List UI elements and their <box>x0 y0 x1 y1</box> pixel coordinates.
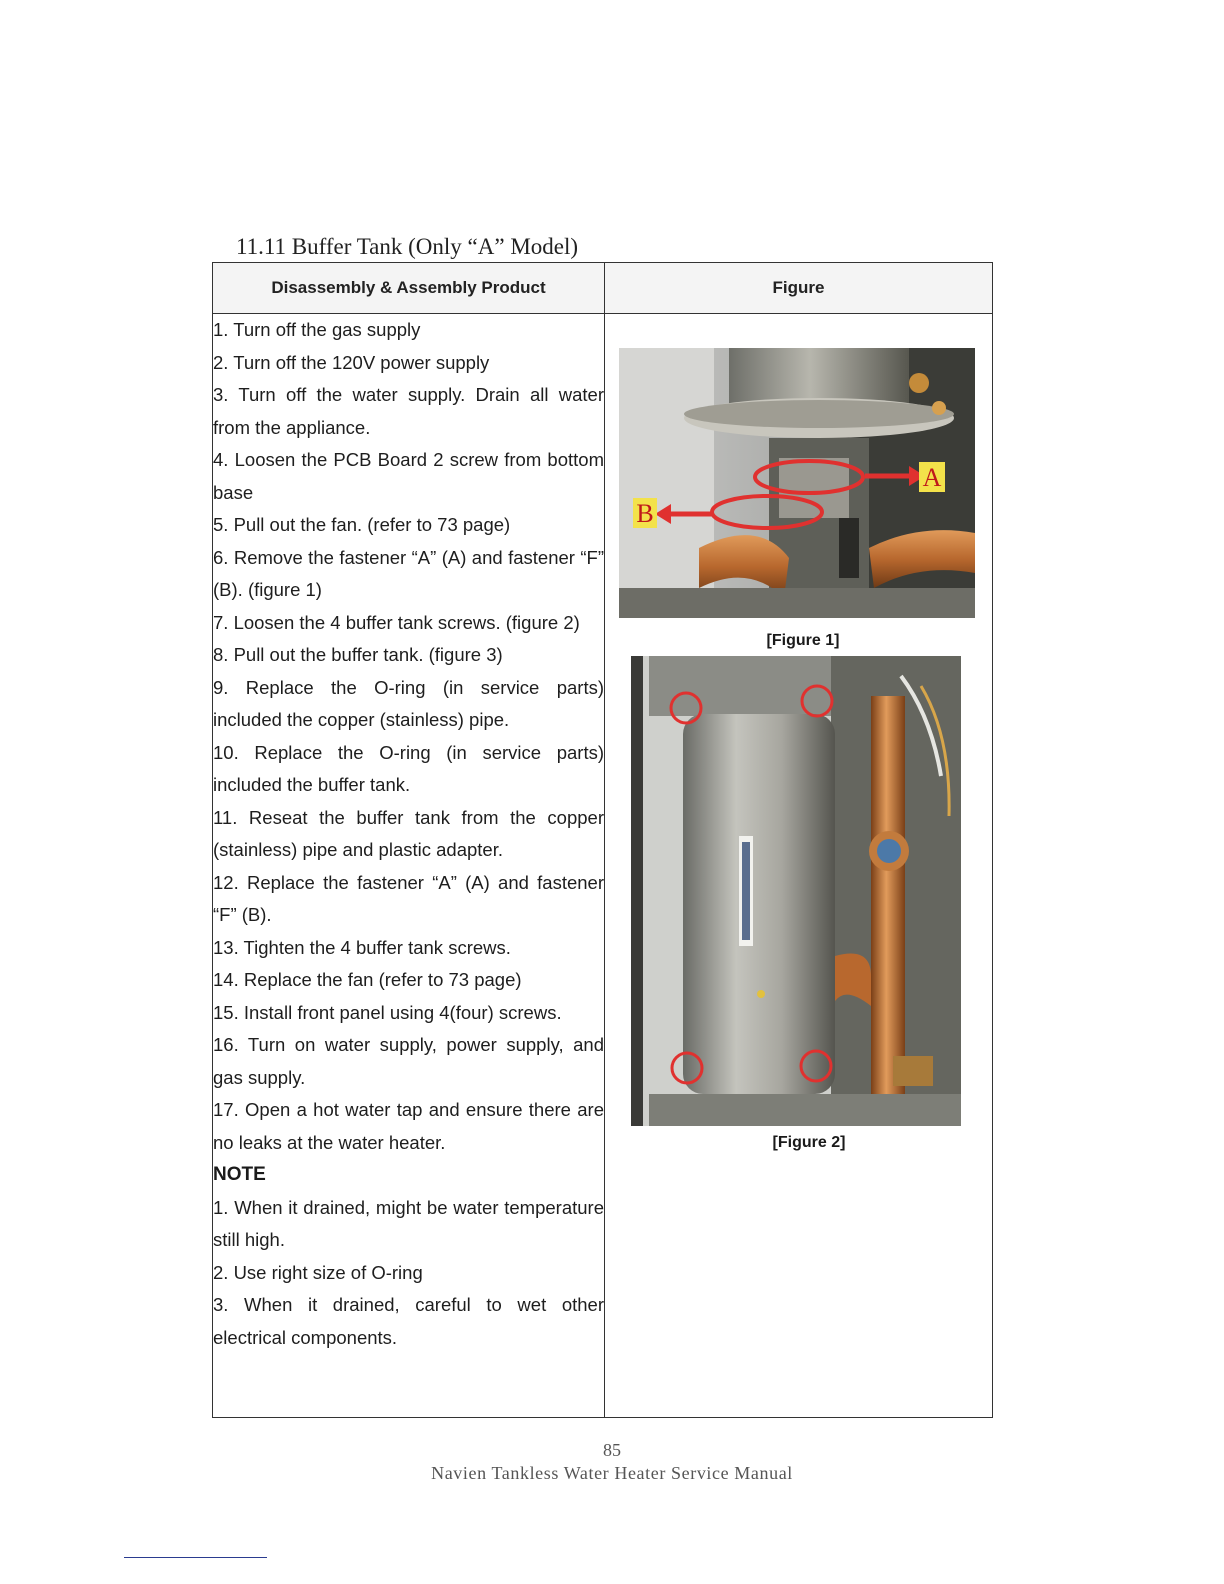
step-item: 14. Replace the fan (refer to 73 page) <box>213 969 522 990</box>
figure-1-label-b: B <box>636 499 654 528</box>
note-heading: NOTE <box>213 1164 266 1185</box>
procedure-column-header: Disassembly & Assembly Product <box>213 263 605 314</box>
step-item: 7. Loosen the 4 buffer tank screws. (figure 2) <box>213 611 580 633</box>
figure-1-photo <box>619 348 975 618</box>
steps-cell <box>213 314 605 1418</box>
figure-2-photo <box>631 656 961 1126</box>
figure-2-caption: [Figure 2] <box>772 1134 846 1151</box>
step-item: 16. Turn on water supply, power supply, and gas supply. <box>213 1034 604 1088</box>
step-item: 5. Pull out the fan. (refer to 73 page) <box>213 514 511 535</box>
figure-1-label-a: A <box>922 463 942 492</box>
step-item: 11. Reseat the buffer tank from the copper (stainless) pipe and plastic adapter. <box>213 806 604 860</box>
figure-column-header: Figure <box>605 263 993 314</box>
step-item: 12. Replace the fastener “A” (A) and fastener “F” (B). <box>213 871 604 925</box>
step-item: 15. Install front panel using 4(four) screws. <box>213 1001 562 1023</box>
procedure-table <box>212 262 993 1418</box>
note-item: 1. When it drained, might be water temperature still high. <box>213 1196 604 1250</box>
step-item: 17. Open a hot water tap and ensure there are no leaks at the water heater. <box>213 1099 604 1153</box>
step-item: 13. Tighten the 4 buffer tank screws. <box>213 936 511 958</box>
step-item: 6. Remove the fastener “A” (A) and fastener “F” (B). (figure 1) <box>213 546 604 600</box>
step-item: 10. Replace the O-ring (in service parts) included the buffer tank. <box>213 741 604 795</box>
page-number: 85 <box>603 1440 621 1460</box>
note-item: 2. Use right size of O-ring <box>213 1261 423 1283</box>
step-item: 4. Loosen the PCB Board 2 screw from bottom base <box>213 449 604 503</box>
figures-cell <box>605 314 993 1418</box>
step-item: 3. Turn off the water supply. Drain all water from the appliance. <box>213 384 604 438</box>
section-title: 11.11 Buffer Tank (Only “A” Model) <box>236 234 579 259</box>
step-item: 9. Replace the O-ring (in service parts) included the copper (stainless) pipe. <box>213 676 604 730</box>
step-item: 2. Turn off the 120V power supply <box>213 351 490 373</box>
step-item: 1. Turn off the gas supply <box>213 319 421 340</box>
step-item: 8. Pull out the buffer tank. (figure 3) <box>213 644 503 665</box>
footnote-rule <box>124 1557 267 1558</box>
figure-1-caption: [Figure 1] <box>766 632 840 649</box>
note-item: 3. When it drained, careful to wet other electrical components. <box>213 1294 604 1348</box>
manual-title: Navien Tankless Water Heater Service Manual <box>431 1463 793 1483</box>
